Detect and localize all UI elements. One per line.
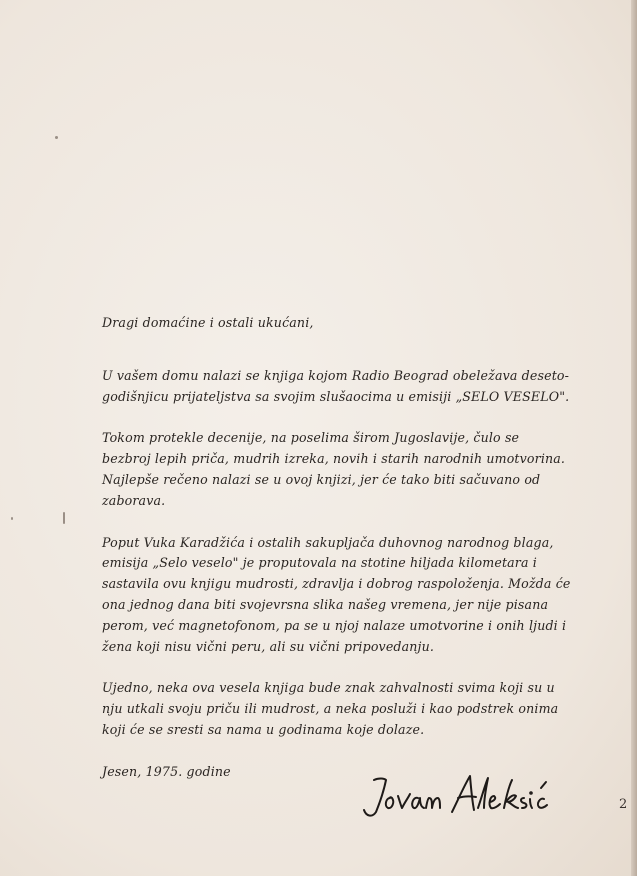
- paper-speck: [63, 512, 65, 524]
- letter-salutation: Dragi domaćine i ostali ukućani,: [102, 315, 314, 330]
- handwritten-signature: [360, 772, 580, 822]
- paper-speck: [55, 136, 58, 139]
- page-number: 2: [619, 797, 628, 812]
- letter-paragraph: U vašem domu nalazi se knjiga kojom Radio Beograd obeležava deseto-godišnjicu prijateljstva sa svojim slušaocima u emisiji „SELO VESELO".: [102, 367, 570, 404]
- letter-paragraph: Poput Vuka Karadžića i ostalih sakupljača duhovnog narodnog blaga, emisija „Selo veselo" je proputovala na stotine hiljada kilometara i sastavila ovu knjigu mudrosti, zdravlja i dobrog raspoloženja. Možda će ona jednog dana biti svojevrsna slika našeg vremena, jer nije pisana perom, već magnetofonom, pa se u njoj nalaze umotvorine i onih ljudi i žena koji nisu vični peru, ali su vični pripovedanju.: [102, 534, 571, 654]
- letter-body: [102, 313, 572, 783]
- letter-date: Jesen, 1975. godine: [102, 763, 231, 779]
- paper-speck: [11, 517, 13, 520]
- letter-paragraph: Tokom protekle decenije, na poselima širom Jugoslavije, čulo se bezbroj lepih priča, mudrih izreka, novih i starih narodnih umotvorina. Najlepše rečeno nalazi se u ovoj knjizi, jer će tako biti sačuvano od zaborava.: [102, 430, 566, 508]
- page-edge: [631, 0, 637, 876]
- letter-paragraph: Ujedno, neka ova vesela knjiga bude znak zahvalnosti svima koji su u nju utkali svoju priču ili mudrost, a neka posluži i kao podstrek onima koji će se sresti sa nama u godinama koje dolaze.: [102, 680, 559, 737]
